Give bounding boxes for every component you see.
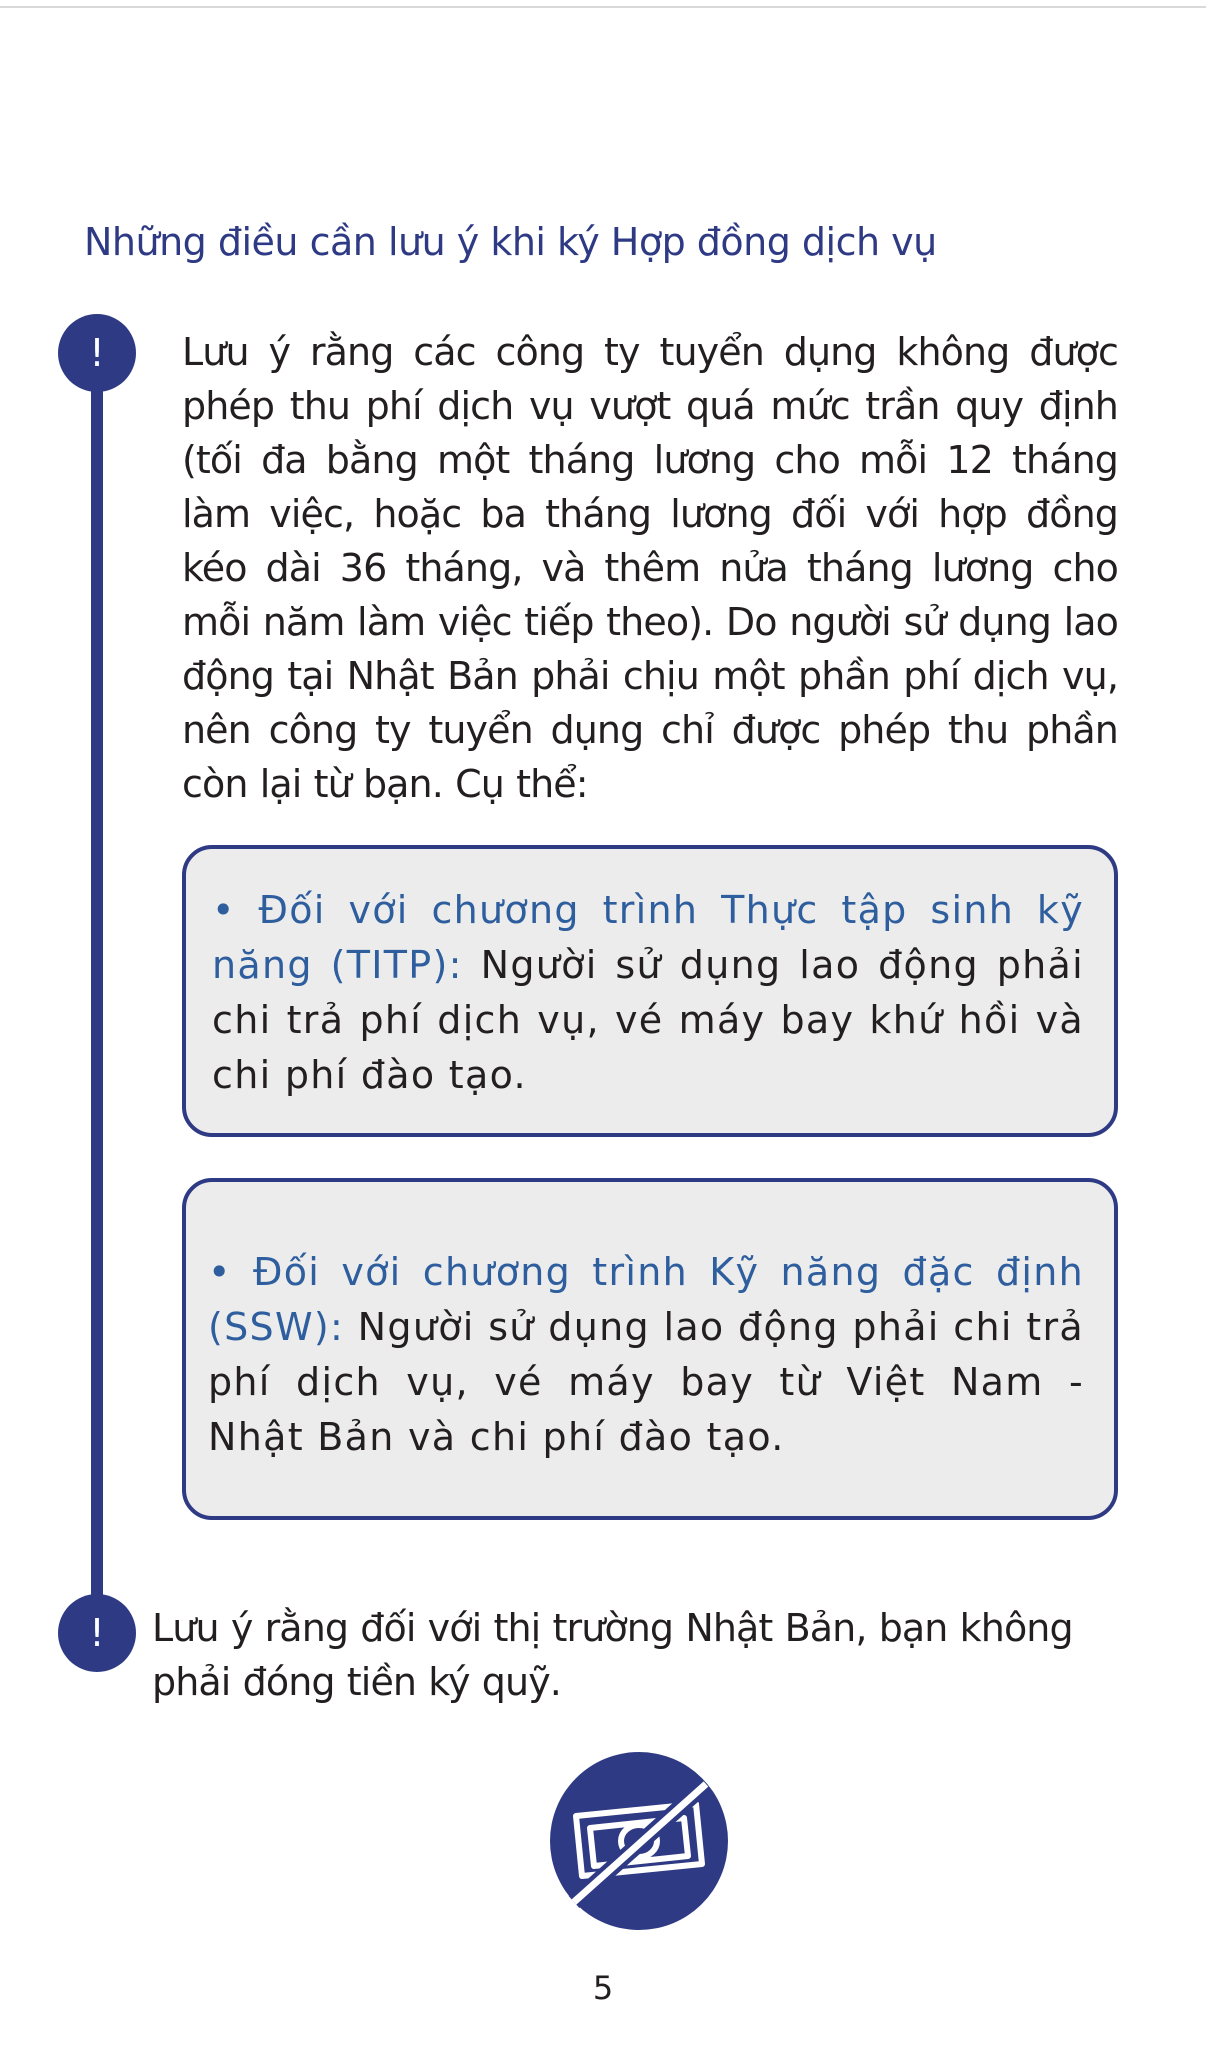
no-money-icon <box>550 1752 728 1930</box>
note-service-fee: Lưu ý rằng các công ty tuyển dụng không được phép thu phí dịch vụ vượt quá mức trần quy định (tối đa bằng một tháng lương cho mỗi 12 tháng làm việc, hoặc ba tháng lương đối với hợp đồng kéo dài 36 tháng, và thêm nửa tháng lương cho mỗi năm làm việc tiếp theo). Do người sử dụng lao động tại Nhật Bản phải chịu một phần phí dịch vụ, nên công ty tuyển dụng chỉ được phép thu phần còn lại từ bạn. Cụ thể: <box>182 330 1118 806</box>
section-heading: Những điều cần lưu ý khi ký Hợp đồng dịch vụ <box>84 220 937 264</box>
info-box-titp <box>182 845 1118 1137</box>
exclamation-circle-icon: ! <box>58 1594 136 1672</box>
titp-lead: Đối với chương trình Thực tập sinh kỹ năng (TITP): <box>212 888 1084 987</box>
ssw-lead: Đối với chương trình Kỹ năng đặc định (SSW): <box>208 1250 1084 1349</box>
info-box-ssw-text <box>208 1245 1084 1465</box>
bullet: • <box>212 888 236 932</box>
info-box-titp-text <box>212 883 1084 1103</box>
ssw-body: Người sử dụng lao động phải chi trả phí dịch vụ, vé máy bay từ Việt Nam - Nhật Bản và chi phí đào tạo. <box>208 1305 1084 1459</box>
bullet: • <box>208 1250 232 1294</box>
top-divider <box>0 6 1206 8</box>
exclamation-circle-icon: ! <box>58 314 136 392</box>
titp-body: Người sử dụng lao động phải chi trả phí dịch vụ, vé máy bay khứ hồi và chi phí đào tạo. <box>212 943 1084 1097</box>
page-number: 5 <box>592 1969 614 2007</box>
timeline-line <box>91 345 103 1600</box>
note-no-deposit: Lưu ý rằng đối với thị trường Nhật Bản, bạn không phải đóng tiền ký quỹ. <box>152 1606 1073 1704</box>
info-box-ssw <box>182 1178 1118 1520</box>
